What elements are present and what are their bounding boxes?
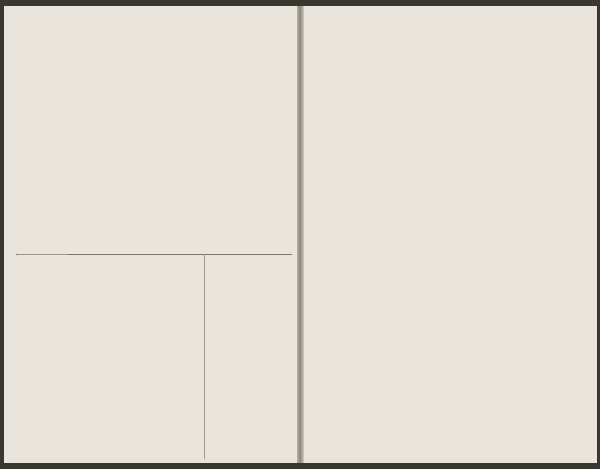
right-paragraph	[310, 16, 378, 453]
colophon-divider	[204, 254, 205, 459]
price-line	[230, 262, 248, 362]
editor-line	[136, 262, 152, 452]
right-page	[303, 6, 597, 463]
price-line	[248, 262, 266, 362]
printer-line	[96, 262, 112, 452]
price-line	[266, 262, 284, 362]
right-paragraph	[378, 16, 448, 453]
publisher-address	[48, 262, 64, 452]
publication-date	[184, 262, 200, 452]
publisher-divider	[18, 254, 68, 255]
price-line	[212, 262, 230, 362]
editor-line	[118, 262, 134, 452]
left-page	[4, 6, 298, 463]
publication-date	[166, 262, 182, 452]
publisher-name	[22, 262, 44, 452]
left-paragraph	[66, 16, 122, 248]
left-paragraph	[10, 16, 66, 248]
postage-line	[212, 370, 230, 454]
right-paragraph	[518, 16, 592, 453]
postage-line	[230, 370, 248, 454]
postage-line	[248, 370, 266, 454]
right-paragraph	[448, 16, 518, 453]
printer-line	[78, 262, 94, 452]
left-paragraph	[122, 16, 174, 248]
left-paragraph	[174, 16, 292, 248]
postage-line	[266, 370, 284, 454]
price-heading	[242, 176, 262, 248]
